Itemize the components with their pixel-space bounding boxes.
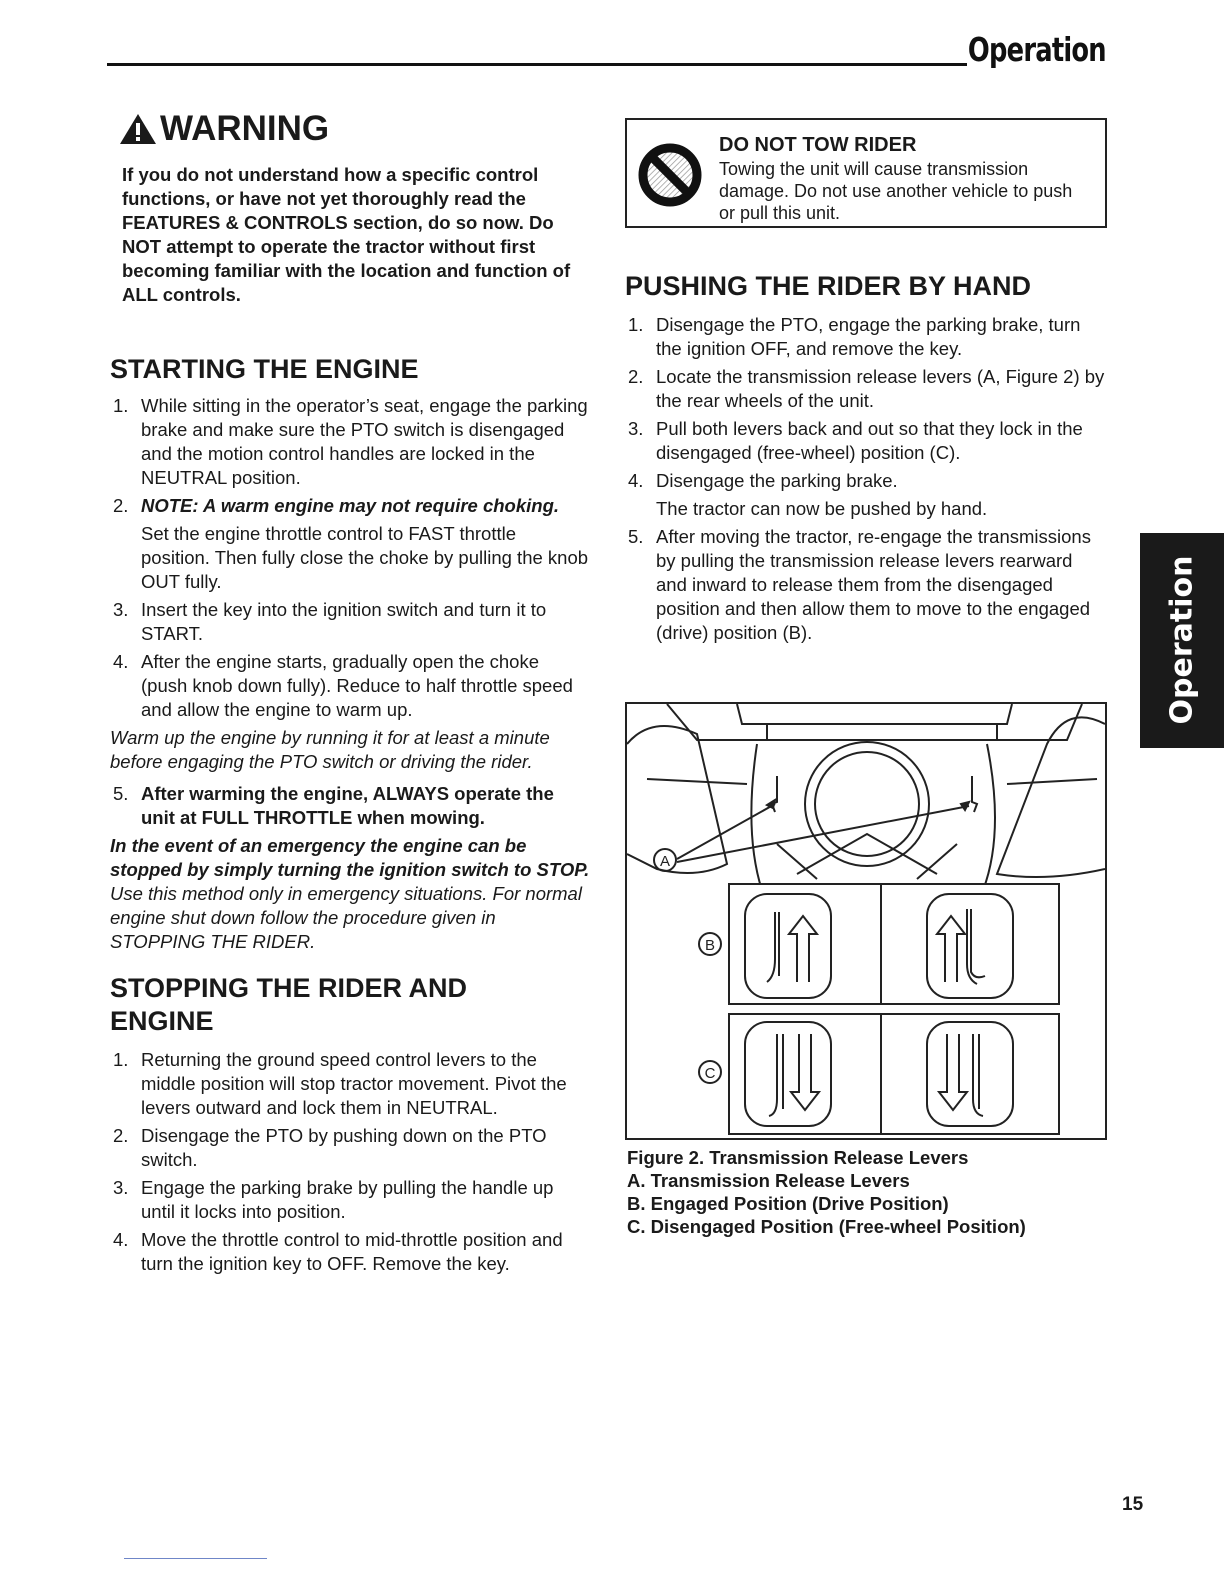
list-item [110, 782, 590, 830]
step-number: 2. [113, 495, 129, 516]
step-text: After the engine starts, gradually open the choke (push knob down fully). Reduce to half throttle speed and allow the engine to warm up. [141, 651, 573, 720]
step-text: Move the throttle control to mid-throttle position and turn the ignition key to OFF. Remove the key. [141, 1229, 563, 1274]
callout-a-label: A [659, 853, 671, 870]
list-item [110, 1048, 590, 1120]
page-header-title: Operation [968, 30, 1106, 69]
caption-item-a: A. Transmission Release Levers [627, 1170, 910, 1191]
step-number: 4. [113, 1229, 129, 1250]
step-number: 2. [628, 366, 644, 387]
header-rule [107, 63, 967, 66]
right-column [625, 118, 1107, 649]
step-number: 1. [113, 1049, 129, 1070]
caption-item-c: C. Disengaged Position (Free-wheel Position) [627, 1216, 1026, 1237]
step-number: 2. [113, 1125, 129, 1146]
figure-transmission-levers [625, 702, 1107, 1140]
step-number: 1. [113, 395, 129, 416]
list-item [625, 525, 1107, 645]
step-text: Insert the key into the ignition switch and turn it to START. [141, 599, 547, 644]
list-item [625, 417, 1107, 465]
step-number: 1. [628, 314, 644, 335]
stopping-heading-line2: ENGINE [110, 1006, 214, 1036]
notice-title: DO NOT TOW RIDER [719, 134, 917, 156]
pushing-steps [625, 313, 1107, 645]
left-column [110, 105, 590, 1280]
list-item [110, 1124, 590, 1172]
emergency-note [110, 834, 590, 954]
step-text: Disengage the PTO, engage the parking brake, turn the ignition OFF, and remove the key. [656, 314, 1081, 359]
list-item [625, 365, 1107, 413]
step-text: Returning the ground speed control levers to the middle position will stop tractor movement. Pivot the levers outward and lock them in NEUTRAL. [141, 1049, 567, 1118]
side-tab-label: Operation [1164, 555, 1200, 725]
section-side-tab [1140, 533, 1224, 748]
step-note: NOTE: A warm engine may not require choking. [141, 495, 560, 516]
step-text: After warming the engine, ALWAYS operate the unit at FULL THROTTLE when mowing. [141, 783, 554, 828]
step-text: While sitting in the operator’s seat, engage the parking brake and make sure the PTO switch is disengaged and the motion control handles are locked in the NEUTRAL position. [141, 395, 588, 488]
step-number: 5. [113, 783, 129, 804]
notice-text: Towing the unit will cause transmission damage. Do not use another vehicle to push or pull this unit. [719, 159, 1073, 223]
warning-heading [118, 105, 590, 153]
step-text: Disengage the parking brake. [656, 470, 898, 491]
prohibition-icon [637, 142, 703, 208]
stopping-heading-line1: STOPPING THE RIDER AND [110, 973, 468, 1003]
step-number: 4. [113, 651, 129, 672]
list-item [625, 313, 1107, 361]
step-number: 3. [113, 599, 129, 620]
step-text: Disengage the PTO by pushing down on the PTO switch. [141, 1125, 547, 1170]
emergency-text: Use this method only in emergency situations. For normal engine shut down follow the procedure given in STOPPING THE RIDER. [110, 883, 582, 952]
step-subtext: The tractor can now be pushed by hand. [656, 498, 988, 519]
step-text: Set the engine throttle control to FAST throttle position. Then fully close the choke by pulling the knob OUT fully. [141, 523, 589, 592]
callout-c-label: C [704, 1065, 716, 1082]
list-item [625, 469, 1107, 521]
page-number: 15 [1122, 1494, 1144, 1515]
warning-body: If you do not understand how a specific control functions, or have not yet thoroughly read the FEATURES & CONTROLS section, do so now. Do NOT attempt to operate the tractor without first becoming familiar with the location and function of ALL controls. [122, 164, 571, 305]
warning-triangle-icon [118, 112, 158, 146]
list-item [110, 1176, 590, 1224]
step-text: Engage the parking brake by pulling the handle up until it locks into position. [141, 1177, 554, 1222]
list-item [110, 394, 590, 490]
list-item [110, 1228, 590, 1276]
stopping-heading [110, 972, 590, 1038]
step-text: Locate the transmission release levers (A, Figure 2) by the rear wheels of the unit. [656, 366, 1105, 411]
step-text: Pull both levers back and out so that they lock in the disengaged (free-wheel) position (C). [656, 418, 1083, 463]
step-text: After moving the tractor, re-engage the transmissions by pulling the transmission release levers rearward and inward to release them from the disengaged position and then allow them to move to the engaged (drive) position (B). [656, 526, 1091, 643]
rider-rear-illustration [627, 704, 1105, 1138]
footer-rule [124, 1558, 267, 1559]
starting-steps [110, 394, 590, 722]
warmup-note: Warm up the engine by running it for at least a minute before engaging the PTO switch or driving the rider. [110, 727, 550, 772]
step-number: 3. [113, 1177, 129, 1198]
figure-caption [627, 1146, 1026, 1238]
starting-heading: STARTING THE ENGINE [110, 354, 419, 384]
step-number: 4. [628, 470, 644, 491]
list-item [110, 650, 590, 722]
step-number: 5. [628, 526, 644, 547]
caption-item-b: B. Engaged Position (Drive Position) [627, 1193, 949, 1214]
stopping-steps [110, 1048, 590, 1276]
caption-title: Figure 2. Transmission Release Levers [627, 1147, 969, 1168]
list-item [110, 598, 590, 646]
pushing-heading: PUSHING THE RIDER BY HAND [625, 271, 1032, 301]
do-not-tow-notice [625, 118, 1107, 228]
callout-b-label: B [704, 937, 716, 954]
list-item [110, 494, 590, 594]
emergency-bold-text: In the event of an emergency the engine can be stopped by simply turning the ignition switch to STOP. [110, 835, 590, 880]
step-number: 3. [628, 418, 644, 439]
starting-steps-continued [110, 782, 590, 830]
warning-title: WARNING [160, 109, 330, 148]
